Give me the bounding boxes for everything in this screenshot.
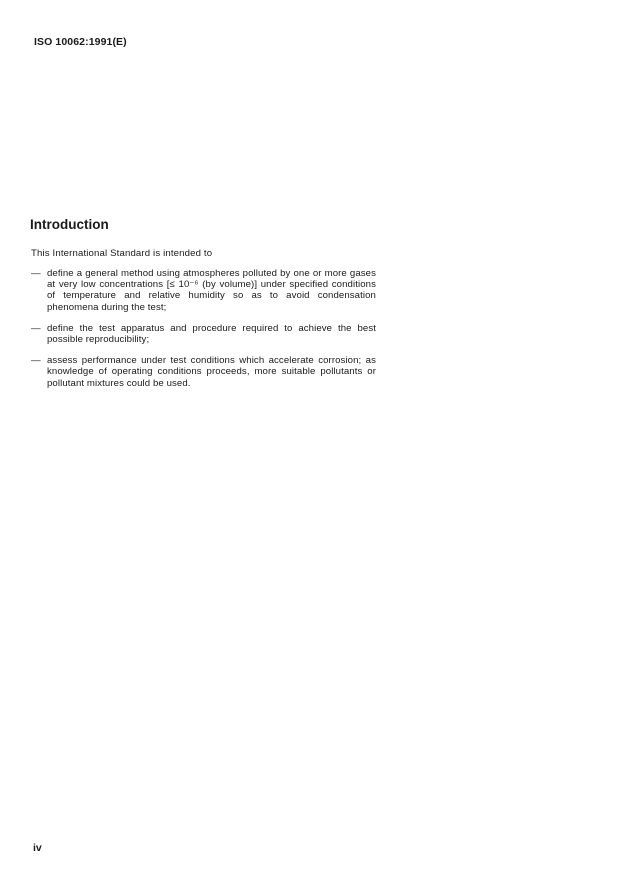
page-number: iv	[33, 842, 42, 854]
list-dash: —	[31, 268, 41, 279]
list-item-text: assess performance under test conditions which accelerate corrosion; as knowledge of operating conditions proceeds, more suitable pollutants or pollutant mixtures could be used.	[47, 355, 376, 389]
list-item	[31, 355, 376, 389]
list-item	[31, 268, 376, 313]
list-item-text: define a general method using atmospheres polluted by one or more gases at very low concentrations [≤ 10⁻⁶ (by volume)] under specified conditions of temperature and relative humidity so as to avoid condensation phenomena during the test;	[47, 268, 376, 313]
intent-list	[31, 268, 376, 399]
list-item	[31, 323, 376, 345]
document-header: ISO 10062:1991(E)	[34, 36, 127, 48]
list-dash: —	[31, 322, 41, 334]
section-title: Introduction	[30, 217, 109, 232]
list-item-text: define the test apparatus and procedure required to achieve the best possible reproducibility;	[47, 322, 376, 346]
list-dash: —	[31, 355, 41, 367]
intro-paragraph: This International Standard is intended to	[31, 248, 213, 259]
